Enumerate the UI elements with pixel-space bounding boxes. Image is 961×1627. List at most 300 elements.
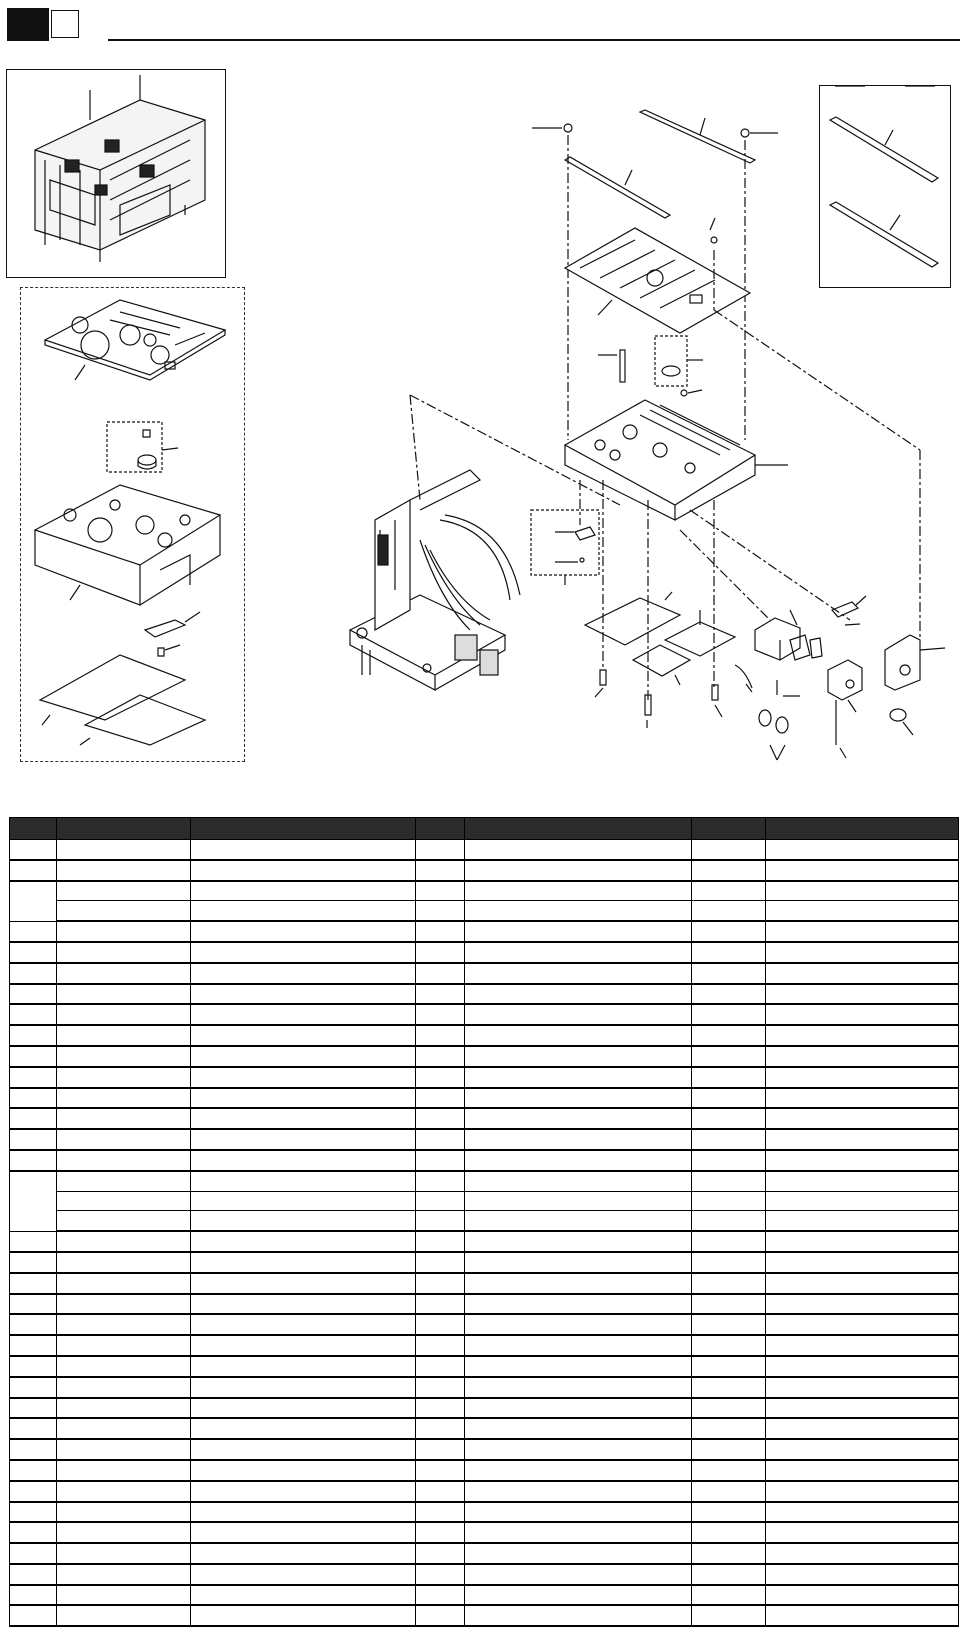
- table-cell: [10, 1543, 57, 1564]
- table-cell: [191, 1171, 416, 1191]
- table-cell: [692, 1294, 766, 1315]
- parts-list-table: [9, 817, 958, 1627]
- table-cell: [416, 1108, 465, 1129]
- table-row: [10, 1418, 959, 1439]
- table-cell: [692, 1314, 766, 1335]
- table-row: [10, 1481, 959, 1502]
- table-row: [10, 984, 959, 1005]
- table-row: [10, 1025, 959, 1046]
- table-cell: [191, 1273, 416, 1294]
- col-header-spec: [465, 818, 692, 840]
- table-cell: [191, 1108, 416, 1129]
- table-cell: [766, 1004, 959, 1025]
- table-cell: [10, 1067, 57, 1088]
- table-cell: [766, 860, 959, 881]
- table-row: [10, 1522, 959, 1543]
- table-cell: [10, 1150, 57, 1171]
- table-cell: [10, 860, 57, 881]
- table-cell: [191, 1418, 416, 1439]
- table-cell: [416, 1481, 465, 1502]
- table-cell: [416, 860, 465, 881]
- table-cell: [465, 881, 692, 901]
- table-cell: [10, 1439, 57, 1460]
- table-cell: [57, 1108, 191, 1129]
- table-cell: [416, 1314, 465, 1335]
- table-cell: [692, 1088, 766, 1109]
- table-cell: [465, 1377, 692, 1398]
- table-row: [10, 1252, 959, 1273]
- table-cell: [57, 1377, 191, 1398]
- table-cell: [416, 1294, 465, 1315]
- table-row: [10, 1067, 959, 1088]
- table-cell: [692, 1231, 766, 1252]
- table-cell: [191, 1585, 416, 1606]
- table-cell: [692, 1460, 766, 1481]
- table-cell: [465, 1252, 692, 1273]
- table-row: [10, 1191, 959, 1211]
- table-row: [10, 1605, 959, 1626]
- table-cell: [766, 921, 959, 942]
- table-cell: [416, 1252, 465, 1273]
- table-cell: [57, 1543, 191, 1564]
- table-cell: [465, 1171, 692, 1191]
- table-cell: [57, 860, 191, 881]
- table-row: [10, 1585, 959, 1606]
- table-cell: [57, 1231, 191, 1252]
- cover-plates-drawing: [585, 592, 735, 728]
- table-cell: [692, 1398, 766, 1419]
- table-cell: [692, 1335, 766, 1356]
- table-row: [10, 840, 959, 860]
- table-cell: [10, 1046, 57, 1067]
- table-header-row: [10, 818, 959, 840]
- table-cell: [766, 1025, 959, 1046]
- table-cell: [692, 901, 766, 921]
- table-cell: [465, 984, 692, 1005]
- table-cell: [692, 1171, 766, 1191]
- table-cell: [10, 840, 57, 860]
- table-cell: [692, 1522, 766, 1543]
- table-cell: [465, 1605, 692, 1626]
- table-cell: [191, 1335, 416, 1356]
- table-cell: [57, 1502, 191, 1523]
- table-cell: [191, 1150, 416, 1171]
- table-cell: [191, 1294, 416, 1315]
- table-cell: [416, 1191, 465, 1211]
- table-cell: [191, 1314, 416, 1335]
- table-row: [10, 860, 959, 881]
- table-cell: [191, 1088, 416, 1109]
- table-cell: [57, 1273, 191, 1294]
- table-cell: [10, 1398, 57, 1419]
- table-cell: [766, 1067, 959, 1088]
- table-row: [10, 963, 959, 984]
- table-cell: [57, 1252, 191, 1273]
- table-cell: [465, 1418, 692, 1439]
- table-cell: [416, 1211, 465, 1231]
- table-cell: [57, 840, 191, 860]
- table-row: [10, 1273, 959, 1294]
- table-cell: [10, 1252, 57, 1273]
- table-cell: [57, 1025, 191, 1046]
- table-row: [10, 942, 959, 963]
- table-cell: [416, 921, 465, 942]
- table-cell: [465, 1088, 692, 1109]
- pin-and-washer-group: [598, 336, 703, 396]
- table-cell: [692, 1585, 766, 1606]
- table-cell: [416, 1171, 465, 1191]
- table-cell: [692, 860, 766, 881]
- table-cell: [416, 1522, 465, 1543]
- table-cell: [57, 921, 191, 942]
- table-cell: [57, 1294, 191, 1315]
- table-cell: [465, 921, 692, 942]
- table-cell: [57, 984, 191, 1005]
- table-cell: [766, 1605, 959, 1626]
- table-cell: [766, 1377, 959, 1398]
- table-cell: [692, 1252, 766, 1273]
- table-cell: [692, 1025, 766, 1046]
- table-row: [10, 1004, 959, 1025]
- table-row: [10, 1150, 959, 1171]
- table-cell: [766, 1171, 959, 1191]
- table-cell: [10, 1088, 57, 1109]
- table-cell: [416, 942, 465, 963]
- table-cell: [416, 1460, 465, 1481]
- table-cell: [766, 1439, 959, 1460]
- main-base-block: [565, 400, 850, 700]
- table-cell: [465, 1191, 692, 1211]
- table-cell: [10, 1356, 57, 1377]
- table-cell: [191, 840, 416, 860]
- table-cell: [465, 942, 692, 963]
- table-cell: [191, 901, 416, 921]
- table-row: [10, 1314, 959, 1335]
- table-cell: [57, 1129, 191, 1150]
- table-cell: [10, 1481, 57, 1502]
- table-cell: [416, 1150, 465, 1171]
- table-cell: [57, 1522, 191, 1543]
- table-cell: [465, 963, 692, 984]
- table-cell: [10, 1273, 57, 1294]
- table-cell: [191, 1522, 416, 1543]
- table-cell: [57, 1460, 191, 1481]
- table-cell: [57, 901, 191, 921]
- table-cell: [766, 1129, 959, 1150]
- table-cell: [692, 921, 766, 942]
- table-cell: [465, 1335, 692, 1356]
- table-cell: [10, 1585, 57, 1606]
- table-row: [10, 1543, 959, 1564]
- table-cell: [191, 860, 416, 881]
- table-cell: [416, 1502, 465, 1523]
- table-cell: [766, 1150, 959, 1171]
- table-cell: [766, 1522, 959, 1543]
- table-row: [10, 1439, 959, 1460]
- table-cell: [10, 1502, 57, 1523]
- sensor-bracket-group: [828, 596, 945, 758]
- table-cell: [465, 1067, 692, 1088]
- table-cell: [692, 1211, 766, 1231]
- table-cell: [416, 1273, 465, 1294]
- table-row: [10, 1564, 959, 1585]
- table-cell: [191, 1543, 416, 1564]
- table-cell: [57, 1004, 191, 1025]
- table-cell: [465, 860, 692, 881]
- table-cell: [766, 1314, 959, 1335]
- table-row: [10, 1129, 959, 1150]
- table-cell: [465, 1543, 692, 1564]
- col-header-qty: [416, 818, 465, 840]
- exploded-view-diagram: [0, 0, 961, 810]
- table-cell: [416, 1564, 465, 1585]
- table-cell: [416, 1129, 465, 1150]
- table-cell: [692, 942, 766, 963]
- table-cell: [416, 1439, 465, 1460]
- table-cell: [416, 840, 465, 860]
- table-cell: [766, 1502, 959, 1523]
- table-cell: [10, 963, 57, 984]
- table-cell: [766, 1191, 959, 1211]
- table-cell: [465, 901, 692, 921]
- table-cell: [191, 881, 416, 901]
- table-cell: [416, 1418, 465, 1439]
- table-cell: [191, 1377, 416, 1398]
- table-cell: [10, 1231, 57, 1252]
- col-header-part-no: [57, 818, 191, 840]
- table-cell: [465, 1585, 692, 1606]
- table-cell: [766, 1231, 959, 1252]
- table-cell: [57, 1211, 191, 1231]
- table-cell: [57, 1605, 191, 1626]
- table-cell: [191, 1356, 416, 1377]
- table-cell: [191, 1481, 416, 1502]
- table-row: [10, 1398, 959, 1419]
- table-cell: [191, 1025, 416, 1046]
- table-cell: [766, 1211, 959, 1231]
- table-cell: [416, 901, 465, 921]
- parts-table-body: [10, 840, 959, 1627]
- table-row: [10, 1108, 959, 1129]
- table-cell: [57, 1439, 191, 1460]
- alternate-plate-drawing: [45, 300, 225, 380]
- table-cell: [692, 1150, 766, 1171]
- table-cell: [416, 1335, 465, 1356]
- table-cell: [692, 1273, 766, 1294]
- table-cell: [57, 942, 191, 963]
- table-cell: [465, 1460, 692, 1481]
- table-row: [10, 901, 959, 921]
- table-cell: [692, 1108, 766, 1129]
- table-cell: [191, 1605, 416, 1626]
- table-cell: [416, 1025, 465, 1046]
- table-cell: [465, 1294, 692, 1315]
- table-cell: [766, 1356, 959, 1377]
- table-cell: [465, 1398, 692, 1419]
- table-cell: [465, 1231, 692, 1252]
- table-cell: [10, 984, 57, 1005]
- table-cell: [465, 1314, 692, 1335]
- table-cell: [57, 1191, 191, 1211]
- table-cell: [10, 1294, 57, 1315]
- table-cell: [57, 1335, 191, 1356]
- table-cell: [191, 1004, 416, 1025]
- table-cell: [465, 1356, 692, 1377]
- table-cell: [10, 1171, 57, 1231]
- table-row: [10, 1460, 959, 1481]
- machine-overview-drawing: [35, 75, 205, 262]
- table-cell: [191, 1439, 416, 1460]
- table-cell: [692, 1191, 766, 1211]
- table-cell: [766, 901, 959, 921]
- table-cell: [416, 1377, 465, 1398]
- table-cell: [57, 1171, 191, 1191]
- table-cell: [766, 840, 959, 860]
- table-cell: [57, 1356, 191, 1377]
- table-cell: [766, 1252, 959, 1273]
- table-cell: [191, 1046, 416, 1067]
- table-cell: [10, 1605, 57, 1626]
- table-cell: [766, 1273, 959, 1294]
- table-cell: [692, 1046, 766, 1067]
- col-header-description: [191, 818, 416, 840]
- valve-fitting-group: [735, 610, 822, 760]
- table-cell: [10, 1460, 57, 1481]
- table-cell: [57, 1481, 191, 1502]
- table-cell: [465, 1211, 692, 1231]
- table-row: [10, 1294, 959, 1315]
- table-row: [10, 1211, 959, 1231]
- table-cell: [766, 1294, 959, 1315]
- table-cell: [57, 881, 191, 901]
- alternate-base-block-drawing: [35, 485, 220, 605]
- table-row: [10, 881, 959, 901]
- table-cell: [57, 1585, 191, 1606]
- table-cell: [10, 1335, 57, 1356]
- table-cell: [465, 1522, 692, 1543]
- table-cell: [191, 984, 416, 1005]
- table-cell: [191, 1252, 416, 1273]
- table-cell: [416, 984, 465, 1005]
- table-row: [10, 1171, 959, 1191]
- table-cell: [57, 1046, 191, 1067]
- table-cell: [692, 1129, 766, 1150]
- table-cell: [766, 942, 959, 963]
- table-cell: [465, 1129, 692, 1150]
- table-cell: [10, 1108, 57, 1129]
- table-cell: [766, 1046, 959, 1067]
- table-cell: [191, 921, 416, 942]
- table-cell: [191, 1067, 416, 1088]
- table-cell: [465, 1564, 692, 1585]
- table-cell: [57, 963, 191, 984]
- table-cell: [692, 1439, 766, 1460]
- table-cell: [465, 1439, 692, 1460]
- table-cell: [191, 942, 416, 963]
- table-cell: [10, 1025, 57, 1046]
- table-cell: [465, 1046, 692, 1067]
- table-cell: [57, 1314, 191, 1335]
- table-cell: [57, 1564, 191, 1585]
- table-cell: [692, 1067, 766, 1088]
- col-header-remarks: [766, 818, 959, 840]
- table-cell: [416, 1088, 465, 1109]
- table-cell: [692, 1377, 766, 1398]
- table-cell: [692, 1564, 766, 1585]
- table-cell: [766, 881, 959, 901]
- table-cell: [191, 963, 416, 984]
- col-header-code: [692, 818, 766, 840]
- table-cell: [10, 1314, 57, 1335]
- table-cell: [191, 1211, 416, 1231]
- table-row: [10, 921, 959, 942]
- table-cell: [766, 1108, 959, 1129]
- table-cell: [465, 1273, 692, 1294]
- table-cell: [766, 1418, 959, 1439]
- table-cell: [416, 1543, 465, 1564]
- table-cell: [692, 881, 766, 901]
- table-cell: [692, 1543, 766, 1564]
- table-cell: [465, 1108, 692, 1129]
- table-cell: [766, 1398, 959, 1419]
- table-cell: [416, 1046, 465, 1067]
- table-cell: [692, 1502, 766, 1523]
- table-cell: [10, 1564, 57, 1585]
- table-cell: [465, 840, 692, 860]
- table-cell: [692, 1004, 766, 1025]
- alternate-small-plates-drawing: [40, 612, 205, 745]
- table-cell: [10, 921, 57, 942]
- table-cell: [416, 1231, 465, 1252]
- table-cell: [692, 984, 766, 1005]
- table-cell: [766, 1564, 959, 1585]
- table-cell: [10, 942, 57, 963]
- table-cell: [191, 1231, 416, 1252]
- table-row: [10, 1046, 959, 1067]
- table-row: [10, 1377, 959, 1398]
- table-cell: [465, 1481, 692, 1502]
- table-cell: [57, 1088, 191, 1109]
- table-cell: [766, 1335, 959, 1356]
- table-cell: [57, 1398, 191, 1419]
- table-cell: [10, 1418, 57, 1439]
- table-cell: [465, 1025, 692, 1046]
- table-cell: [416, 963, 465, 984]
- table-row: [10, 1088, 959, 1109]
- table-cell: [766, 1460, 959, 1481]
- table-cell: [766, 984, 959, 1005]
- table-cell: [465, 1150, 692, 1171]
- table-row: [10, 1335, 959, 1356]
- table-cell: [10, 1377, 57, 1398]
- option-rails-drawing: [830, 86, 938, 267]
- table-cell: [10, 881, 57, 922]
- table-cell: [416, 1398, 465, 1419]
- table-cell: [191, 1502, 416, 1523]
- table-cell: [10, 1522, 57, 1543]
- table-row: [10, 1231, 959, 1252]
- col-header-no: [10, 818, 57, 840]
- table-row: [10, 1502, 959, 1523]
- table-cell: [416, 1585, 465, 1606]
- table-cell: [191, 1460, 416, 1481]
- table-cell: [416, 1605, 465, 1626]
- table-cell: [191, 1398, 416, 1419]
- table-cell: [465, 1502, 692, 1523]
- table-cell: [766, 1543, 959, 1564]
- table-cell: [10, 1129, 57, 1150]
- table-cell: [465, 1004, 692, 1025]
